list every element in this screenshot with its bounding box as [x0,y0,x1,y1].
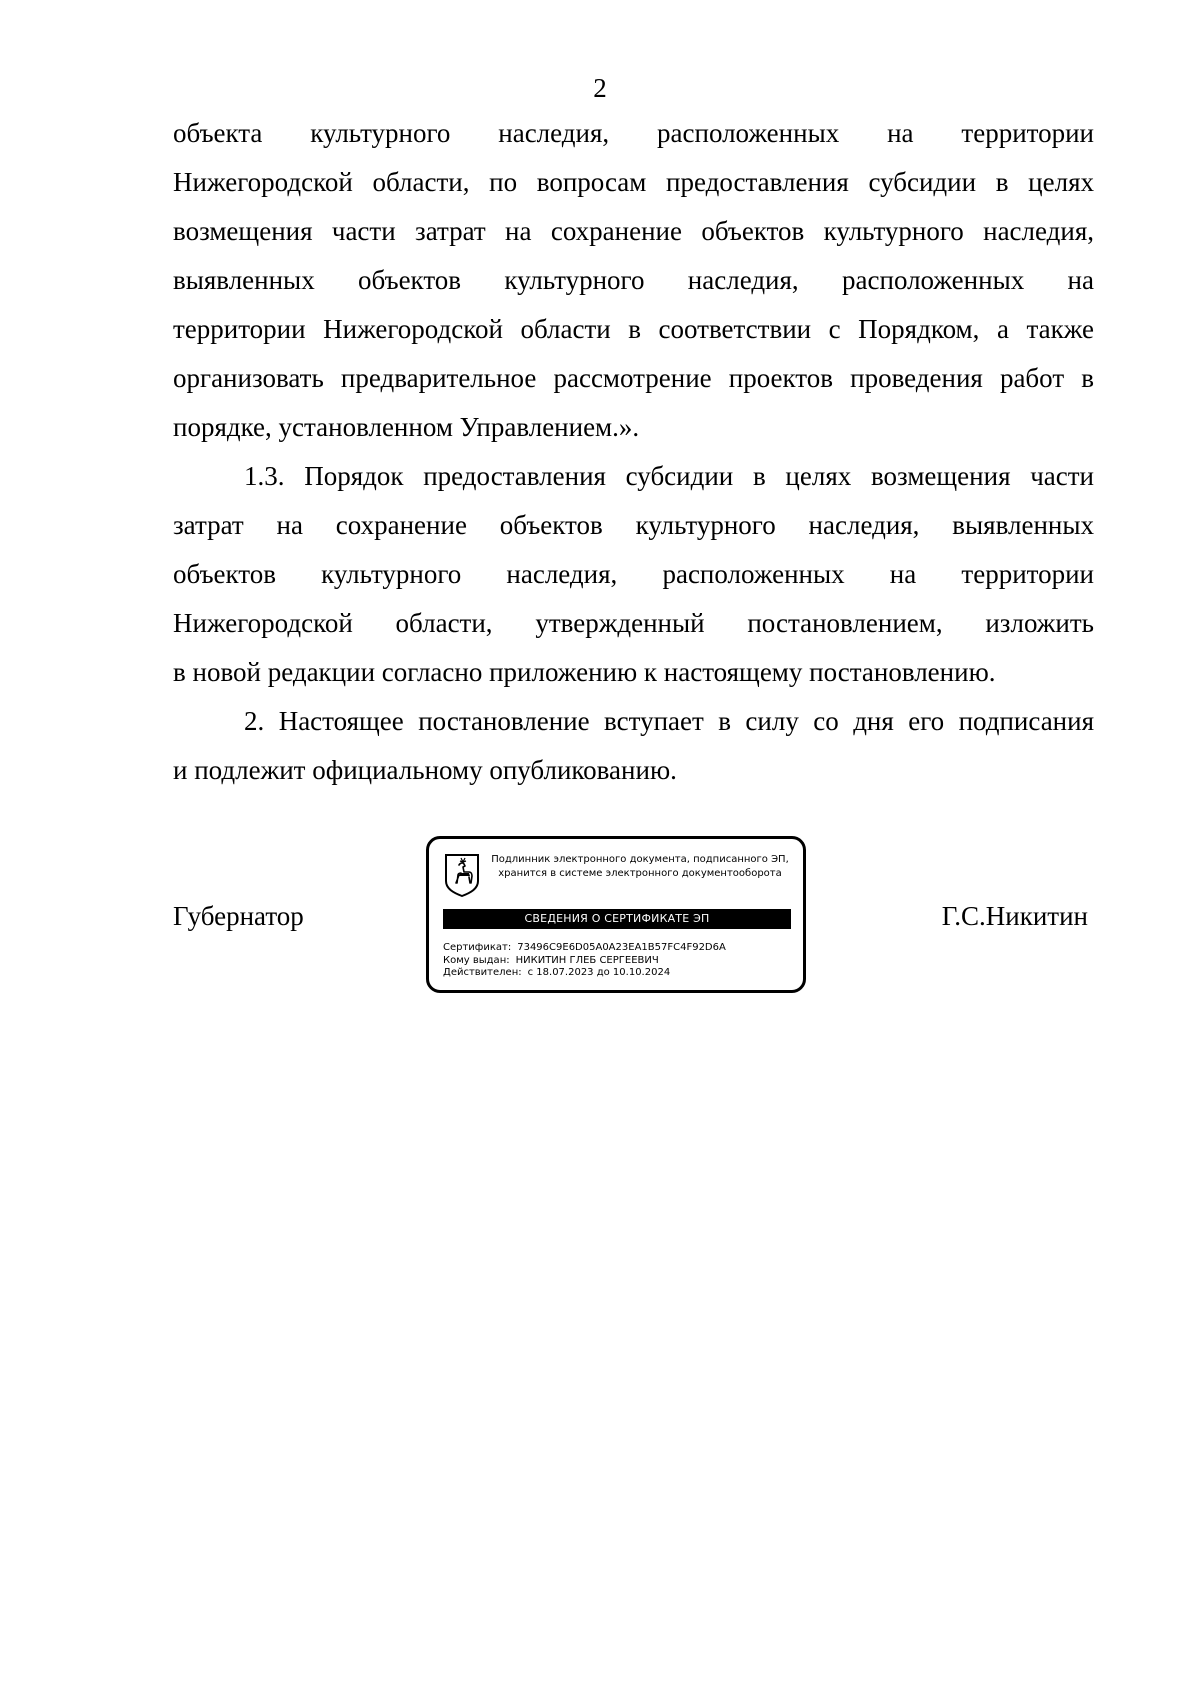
paragraph-2 [173,452,1094,697]
paragraph-line: затрат на сохранение объектов культурного наследия, выявленных [173,510,1094,540]
signature-block [173,836,1094,996]
certificate-details [443,942,793,980]
certificate-row [443,942,793,955]
paragraph-line: выявленных объектов культурного наследия, расположенных на [173,265,1094,295]
stamp-title-bar: СВЕДЕНИЯ О СЕРТИФИКАТЕ ЭП [443,909,791,929]
validity-value: с 18.07.2023 до 10.10.2024 [527,967,671,978]
stamp-header [484,853,796,881]
paragraph-1 [173,109,1094,452]
signatory-name: Г.С.Никитин [941,901,1088,931]
paragraph-line: порядке, установленном Управлением.». [173,412,640,442]
certificate-value: 73496C9E6D05A0A23EA1B57FC4F92D6A [517,942,726,953]
signatory-position: Губернатор [173,901,304,931]
paragraph-line: объекта культурного наследия, расположенных на территории [173,118,1094,148]
paragraph-line: территории Нижегородской области в соответствии с Порядком, а также [173,314,1094,344]
electronic-signature-stamp [426,836,806,993]
validity-row [443,967,793,980]
issued-to-label: Кому выдан: [443,954,510,966]
paragraph-line: 2. Настоящее постановление вступает в силу со дня его подписания [244,706,1094,736]
coat-of-arms-deer-icon [444,853,480,897]
stamp-header-line: хранится в системе электронного документооборота [498,868,782,879]
document-body [173,109,1094,795]
paragraph-line: и подлежит официальному опубликованию. [173,755,677,785]
paragraph-3 [173,697,1094,795]
paragraph-line: возмещения части затрат на сохранение объектов культурного наследия, [173,216,1094,246]
certificate-label: Сертификат: [443,942,512,953]
paragraph-line: организовать предварительное рассмотрение проектов проведения работ в [173,363,1094,393]
paragraph-line: Нижегородской области, утвержденный постановлением, изложить [173,608,1094,638]
issued-to-value: НИКИТИН ГЛЕБ СЕРГЕЕВИЧ [515,954,659,966]
paragraph-line: 1.3. Порядок предоставления субсидии в целях возмещения части [244,461,1094,491]
paragraph-line: объектов культурного наследия, расположенных на территории [173,559,1094,589]
stamp-header-line: Подлинник электронного документа, подписанного ЭП, [491,854,789,865]
paragraph-line: Нижегородской области, по вопросам предоставления субсидии в целях [173,167,1094,197]
validity-label: Действителен: [443,967,522,978]
issued-to-row [443,955,793,968]
paragraph-line: в новой редакции согласно приложению к настоящему постановлению. [173,657,996,687]
page-number: 2 [593,73,607,103]
